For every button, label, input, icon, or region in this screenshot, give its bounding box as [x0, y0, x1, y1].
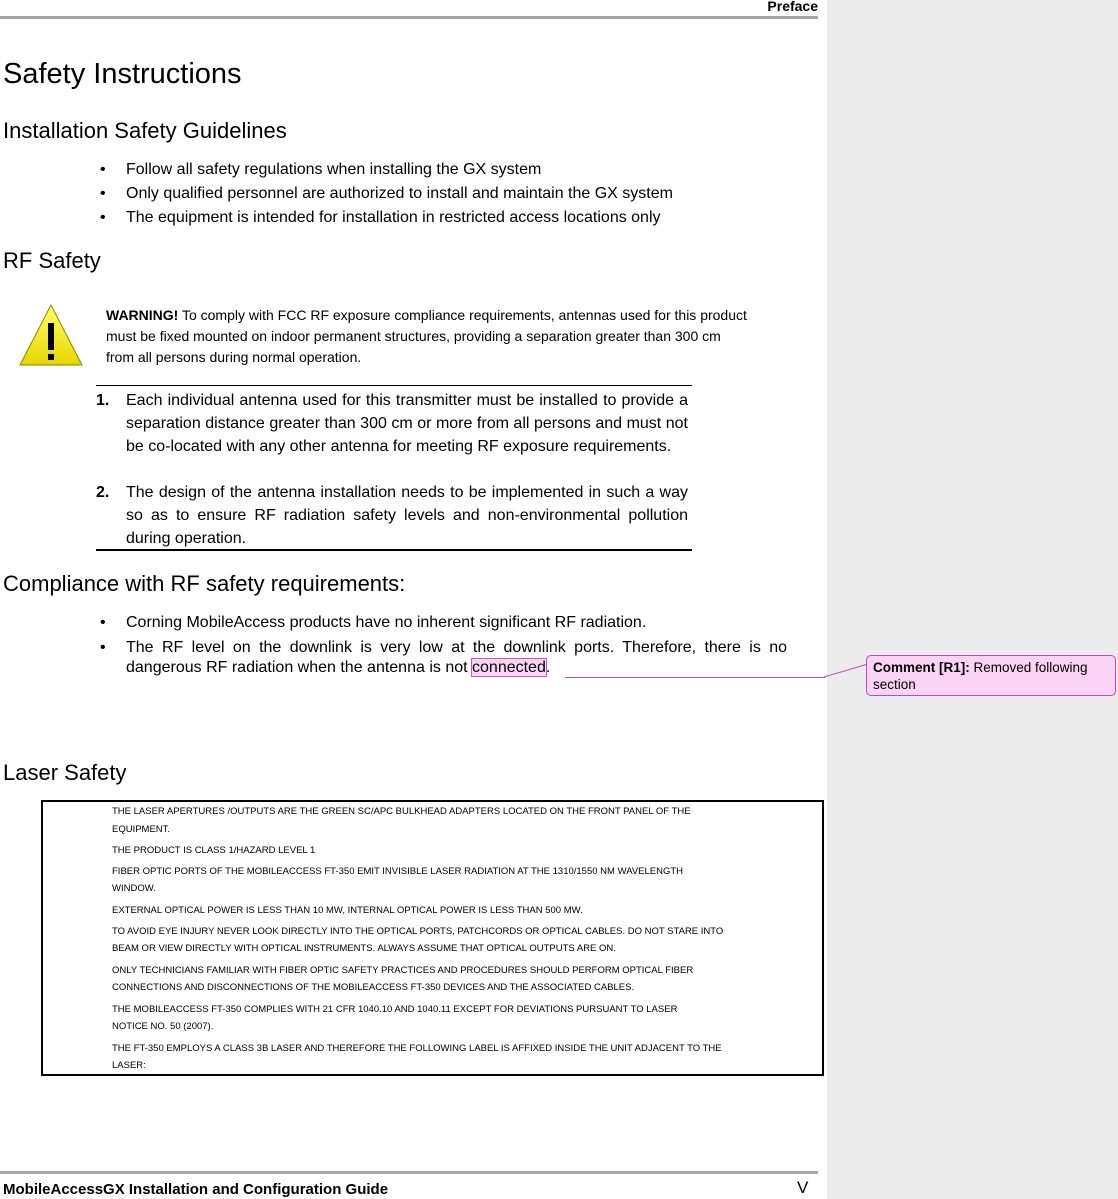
running-header: Preface — [767, 0, 818, 14]
comment-label: Comment [R1]: — [873, 660, 970, 675]
list-item — [97, 638, 787, 678]
warning-text: To comply with FCC RF exposure compliance requirements, antennas used for this product — [181, 307, 747, 323]
item-text: The design of the antenna installation needs to be implemented in such a way so as to ensure RF radiation safety levels and non-environmental pollution during operation. — [126, 484, 688, 547]
installation-heading: Installation Safety Guidelines — [3, 118, 287, 143]
laser-text-line: NOTICE NO. 50 (2007). — [112, 1021, 214, 1032]
warning-icon — [18, 303, 84, 367]
installation-list — [97, 160, 787, 228]
list-item: • Corning MobileAccess products have no inherent significant RF radiation. — [97, 613, 787, 633]
list-item-text: . — [545, 659, 551, 676]
laser-text-line: LASER: — [112, 1060, 146, 1071]
list-item: • The equipment is intended for installation in restricted access locations only — [97, 208, 787, 228]
item-number: 1. — [96, 392, 110, 409]
rf-warning — [106, 305, 806, 368]
laser-safety-box — [41, 800, 824, 1076]
laser-text-line: TO AVOID EYE INJURY NEVER LOOK DIRECTLY INTO THE OPTICAL PORTS, PATCHCORDS OR OPTICAL CABLES. DO NOT STARE INTO — [112, 926, 724, 937]
compliance-list — [97, 613, 787, 678]
list-item-text: The RF level on the downlink is very low at the downlink ports. Therefore, there is no dangerous RF radiation when the antenna is not — [126, 639, 787, 676]
laser-text-line: WINDOW. — [112, 883, 156, 894]
commented-text[interactable]: connected — [472, 659, 546, 676]
list-item: • Follow all safety regulations when installing the GX system — [97, 160, 787, 180]
comment-connector-line — [565, 677, 825, 678]
page-number: V — [797, 1178, 809, 1197]
laser-text-line: THE MOBILEACCESS FT-350 COMPLIES WITH 21 CFR 1040.10 AND 1040.11 EXCEPT FOR DEVIATIONS PURSUANT TO LASER — [112, 1004, 678, 1015]
laser-text-line: CONNECTIONS AND DISCONNECTIONS OF THE MOBILEACCESS FT-350 DEVICES AND THE ASSOCIATED CABLES. — [112, 982, 635, 993]
header-rule — [0, 16, 818, 19]
laser-text-line: EXTERNAL OPTICAL POWER IS LESS THAN 10 MW, INTERNAL OPTICAL POWER IS LESS THAN 500 MW. — [112, 905, 583, 916]
list-item: • Only qualified personnel are authorized to install and maintain the GX system — [97, 184, 787, 204]
laser-text-line: THE LASER APERTURES /OUTPUTS ARE THE GREEN SC/APC BULKHEAD ADAPTERS LOCATED ON THE FRONT PANEL OF THE — [112, 806, 691, 817]
rf-requirements-box — [96, 385, 692, 551]
warning-label: WARNING! — [106, 307, 179, 323]
footer-title: MobileAccessGX Installation and Configuration Guide — [3, 1181, 389, 1198]
item-number: 2. — [96, 484, 110, 501]
laser-text-line: THE FT-350 EMPLOYS A CLASS 3B LASER AND THEREFORE THE FOLLOWING LABEL IS AFFIXED INSIDE THE UNIT ADJACENT TO THE — [112, 1043, 722, 1054]
footer-rule — [0, 1171, 818, 1174]
compliance-heading: Compliance with RF safety requirements: — [3, 571, 406, 596]
laser-text-line: BEAM OR VIEW DIRECTLY WITH OPTICAL INSTRUMENTS. ALWAYS ASSUME THAT OPTICAL OUTPUTS ARE ON. — [112, 943, 616, 954]
laser-text-line: ONLY TECHNICIANS FAMILIAR WITH FIBER OPTIC SAFETY PRACTICES AND PROCEDURES SHOULD PERFORM OPTICAL FIBER — [112, 965, 694, 976]
laser-safety-heading: Laser Safety — [3, 760, 127, 785]
page-title: Safety Instructions — [3, 58, 242, 90]
comment-connector — [824, 663, 868, 678]
comment-text: Removed following section — [873, 660, 1088, 692]
warning-text: from all persons during normal operation. — [106, 349, 362, 365]
laser-text-line: EQUIPMENT. — [112, 824, 171, 835]
laser-text-line: THE PRODUCT IS CLASS 1/HAZARD LEVEL 1 — [112, 845, 316, 856]
comment-margin-pane — [827, 0, 1118, 1199]
item-text: Each individual antenna used for this transmitter must be installed to provide a separation distance greater than 300 cm or more from all persons and must not be co-located with any other antenna for meeting RF exposure requirements. — [126, 392, 688, 455]
warning-text: must be fixed mounted on indoor permanent structures, providing a separation greater than 300 cm — [106, 328, 721, 344]
laser-text-line: FIBER OPTIC PORTS OF THE MOBILEACCESS FT-350 EMIT INVISIBLE LASER RADIATION AT THE 1310/1550 NM WAVELENGTH — [112, 866, 684, 877]
review-comment[interactable] — [866, 655, 1116, 696]
rf-safety-heading: RF Safety — [3, 248, 101, 273]
